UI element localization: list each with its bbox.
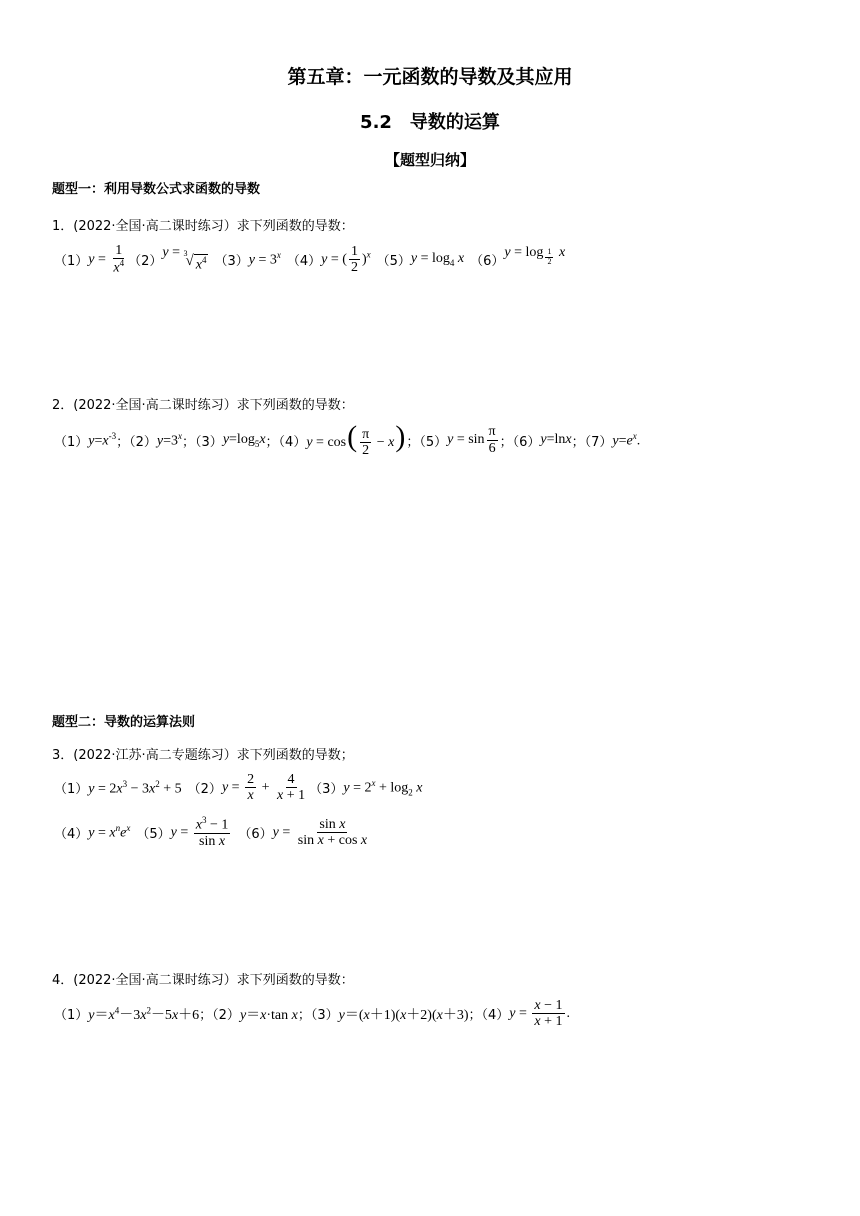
q1-label-1: （1） <box>54 254 89 270</box>
summary-heading: 【题型归纳】 <box>384 151 475 169</box>
q2-label-5: ；（5） <box>406 434 448 450</box>
q1-label-3: （3） <box>214 254 249 270</box>
q3-label-5: （5） <box>136 827 171 843</box>
q2-intro: 2．(2022·全国·高二课时练习）求下列函数的导数： <box>52 398 354 413</box>
q3-formulas-row2 <box>54 816 371 849</box>
q3-label-2: （2） <box>187 782 222 798</box>
q3-label-4: （4） <box>54 827 89 843</box>
q4-label-1: （1） <box>54 1008 89 1024</box>
q2-label-7: ；（7） <box>571 434 613 450</box>
q2-label-4: ；（4） <box>265 434 307 450</box>
q3-formula-1: $y = 2x^3 - 3x^2 + 5$ <box>88 778 182 797</box>
q4-formula-4: y = $\frac{x - 1}{x + 1}$ . <box>509 998 571 1030</box>
q1-label-2: （2） <box>128 254 163 270</box>
q1-formula-5: $y = \log_4 x$ <box>410 251 465 269</box>
q2-formula-3: $y=\log_5x$ <box>222 431 266 449</box>
q1-formula-6: y = log $_{\frac{1}{2}}$ x <box>504 244 566 266</box>
q2-label-1: （1） <box>54 434 89 450</box>
q2-formula-1: $y=x^{-3}$ <box>88 431 117 449</box>
q2-formula-5: y = sin $\frac{\pi}{6}$ <box>447 424 496 456</box>
q2-label-3: ；（3） <box>182 434 223 450</box>
q4-formula-1: $y=x^4-3x^2-5x+6$ <box>88 1005 200 1023</box>
q2-formula-2: $y=3^x$ <box>156 431 183 449</box>
q1-intro: 1．(2022·全国·高二课时练习）求下列函数的导数： <box>52 219 354 234</box>
q1-label-6: （6） <box>470 254 505 270</box>
q3-label-1: （1） <box>54 782 89 798</box>
q3-label-6: （6） <box>238 827 273 843</box>
q3-formula-5: y = $\frac{x^3 - 1}{\text{sin x}}$ <box>170 815 229 850</box>
q3-formula-6: y = $\frac{\text{sin x}}{\text{sin x + cos x}}$ <box>272 816 368 849</box>
q3-intro: 3．(2022·江苏·高二专题练习）求下列函数的导数； <box>52 748 354 763</box>
q4-formula-2: y＝x·tan x <box>239 1007 298 1023</box>
q3-formulas-row1 <box>54 772 423 804</box>
q1-formula-1: y = $\frac{1}{x^4}$ <box>88 243 125 277</box>
q3-formula-3: $y = 2^x + \log_2 x$ <box>343 778 423 798</box>
q1-label-5: （5） <box>376 254 411 270</box>
q4-intro: 4．(2022·全国·高二课时练习）求下列函数的导数： <box>52 973 354 988</box>
q2-formulas <box>54 422 640 459</box>
q1-formula-2: y = 3 √ $x^4$ <box>162 245 207 274</box>
chapter-title: 第五章：一元函数的导数及其应用 <box>287 66 573 88</box>
q1-formulas <box>54 243 565 276</box>
q4-formulas <box>54 998 570 1030</box>
q3-formula-4: $y = x^ne^x$ <box>88 823 131 842</box>
section-title: 5.2 导数的运算 <box>360 112 500 133</box>
q3-formula-2: y = $\frac{2}{x}$ + $\frac{4}{x + 1}$ <box>221 772 306 804</box>
q1-formula-3: $y = 3^x$ <box>248 250 281 269</box>
q4-formula-3: y＝(x＋1)(x＋2)(x＋3) <box>338 1007 469 1023</box>
q4-label-3: ；（3） <box>297 1008 339 1024</box>
type1-heading: 题型一：利用导数公式求函数的导数 <box>52 182 261 197</box>
q2-formula-4: y = cos( $\frac{\pi}{2}$ − x) <box>306 420 406 459</box>
q2-formula-6: y=lnx <box>540 432 572 448</box>
q3-label-3: （3） <box>309 782 344 798</box>
q4-label-4: ；（4） <box>468 1008 510 1024</box>
type2-heading: 题型二：导数的运算法则 <box>52 715 196 730</box>
q2-formula-7: $y=e^x$. <box>612 431 641 449</box>
q1-label-4: （4） <box>286 254 322 270</box>
q1-formula-4: y = ( $\frac{1}{2}$ )$^x$ <box>321 243 371 276</box>
q4-label-2: ；（2） <box>199 1008 240 1024</box>
q2-label-6: ；（6） <box>499 434 541 450</box>
q2-label-2: ；（2） <box>116 434 157 450</box>
